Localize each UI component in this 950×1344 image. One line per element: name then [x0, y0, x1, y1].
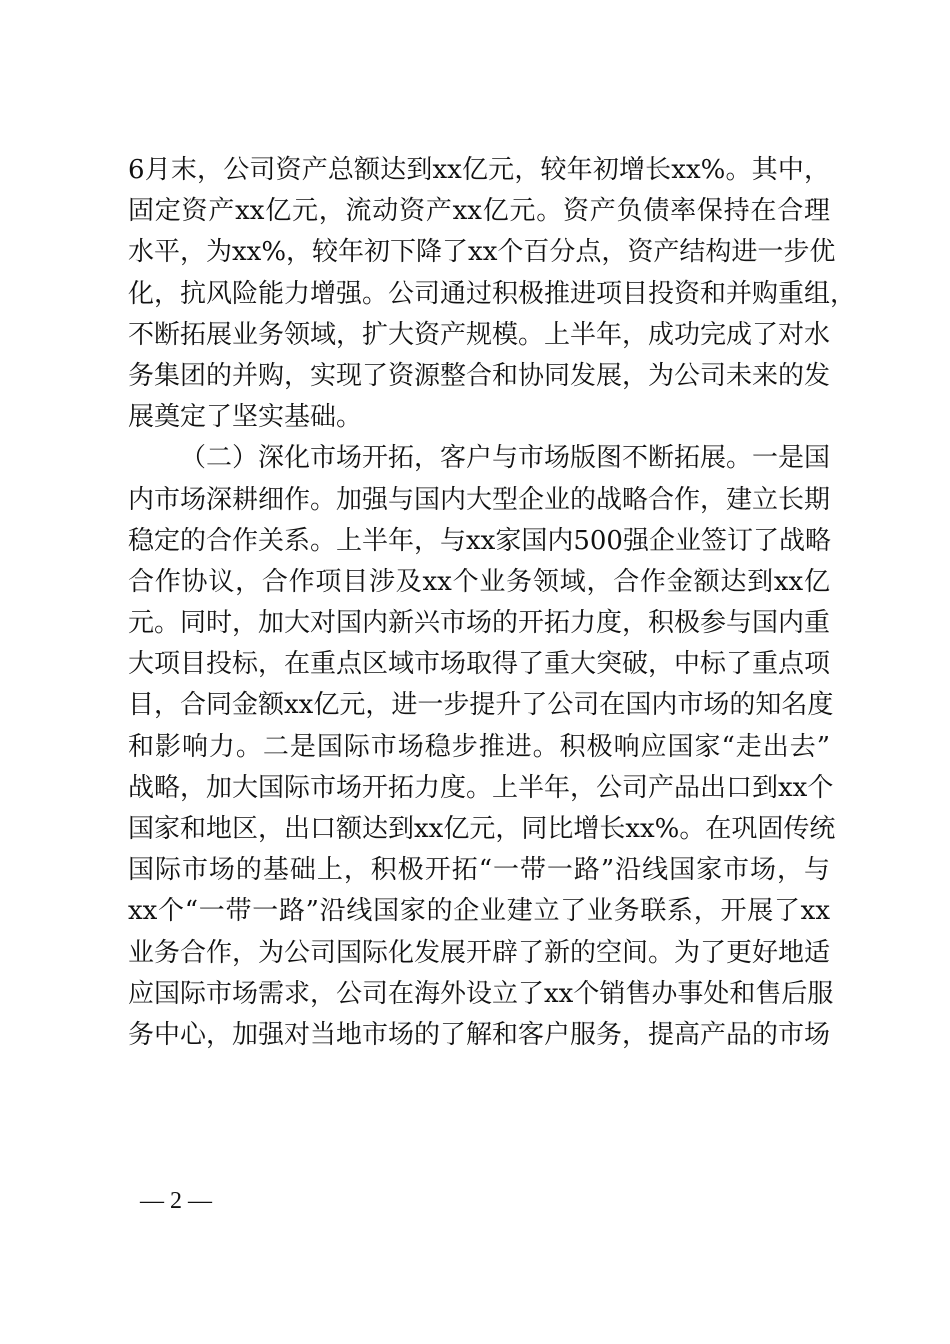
text-line: 战略，加大国际市场开拓力度。上半年，公司产品出口到xx个	[128, 772, 834, 803]
text-line: xx个“一带一路”沿线国家的企业建立了业务联系，开展了xx	[128, 896, 830, 927]
paragraph-asset-summary	[128, 150, 857, 438]
text-line: 固定资产xx亿元，流动资产xx亿元。资产负债率保持在合理	[128, 196, 830, 227]
text-line: 务中心，加强对当地市场的了解和客户服务，提高产品的市场	[128, 1019, 831, 1050]
section-heading-line: （二）深化市场开拓，客户与市场版图不断拓展。一是国	[180, 443, 831, 474]
text-line: 业务合作，为公司国际化发展开辟了新的空间。为了更好地适	[128, 937, 831, 968]
paragraph-market-expansion	[128, 438, 836, 1056]
text-line: 国际市场的基础上，积极开拓“一带一路”沿线国家市场，与	[128, 855, 830, 886]
text-line: 务集团的并购，实现了资源整合和协同发展，为公司未来的发	[128, 360, 831, 391]
text-line: 和影响力。二是国际市场稳步推进。积极响应国家“走出去”	[128, 731, 830, 762]
text-line: 6月末，公司资产总额达到xx亿元，较年初增长xx%。其中，	[128, 155, 830, 185]
text-line: 化，抗风险能力增强。公司通过积极推进项目投资和并购重组，	[128, 278, 857, 309]
text-line: 应国际市场需求，公司在海外设立了xx个销售办事处和售后服	[128, 978, 834, 1009]
text-line: 大项目投标，在重点区域市场取得了重大突破，中标了重点项	[128, 649, 831, 680]
text-line: 内市场深耕细作。加强与国内大型企业的战略合作，建立长期	[128, 484, 831, 515]
text-line: 合作协议，合作项目涉及xx个业务领域，合作金额达到xx亿	[128, 566, 830, 597]
text-line: 目，合同金额xx亿元，进一步提升了公司在国内市场的知名度	[128, 690, 834, 721]
text-line: 水平，为xx%，较年初下降了xx个百分点，资产结构进一步优	[128, 237, 836, 268]
text-line: 元。同时，加大对国内新兴市场的开拓力度，积极参与国内重	[128, 608, 831, 639]
text-line: 不断拓展业务领域，扩大资产规模。上半年，成功完成了对水	[128, 319, 831, 350]
document-body	[128, 150, 857, 1056]
text-line: 国家和地区，出口额达到xx亿元，同比增长xx%。在巩固传统	[128, 814, 836, 844]
text-line: 稳定的合作关系。上半年，与xx家国内500强企业签订了战略	[128, 525, 831, 556]
text-line: 展奠定了坚实基础。	[128, 402, 363, 433]
page-number: — 2 —	[140, 1188, 212, 1214]
